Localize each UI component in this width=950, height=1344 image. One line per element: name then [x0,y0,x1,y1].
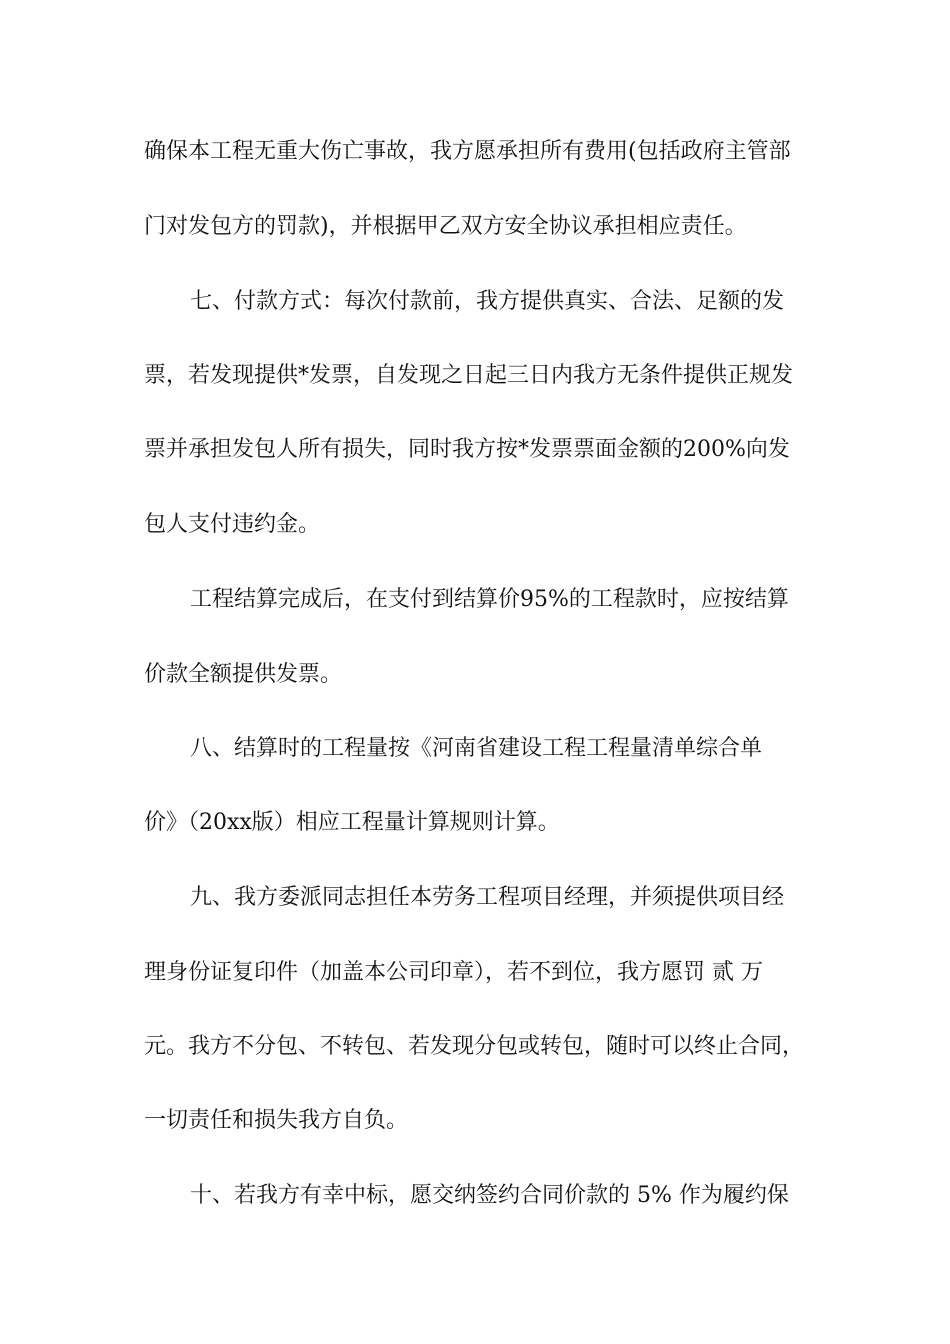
text-line: 价》（20xx版）相应工程量计算规则计算。 [144,810,560,835]
text-line: 九、我方委派同志担任本劳务工程项目经理，并须提供项目经 [190,885,785,910]
text-line: 门对发包方的罚款)，并根据甲乙双方安全协议承担相应责任。 [144,214,747,239]
text-line: 包人支付违约金。 [144,512,321,537]
text-line: 元。我方不分包、不转包、若发现分包或转包，随时可以终止合同， [144,1034,805,1059]
text-line: 一切责任和损失我方自负。 [144,1108,409,1133]
text-line: 十、若我方有幸中标，愿交纳签约合同价款的 5% 作为履约保 [190,1183,789,1208]
text-line: 票，若发现提供*发票，自发现之日起三日内我方无条件提供正规发 [144,363,794,388]
text-line: 理身份证复印件（加盖本公司印章），若不到位，我方愿罚 贰 万 [144,960,763,985]
text-line: 价款全额提供发票。 [144,662,343,687]
text-line: 七、付款方式：每次付款前，我方提供真实、合法、足额的发 [190,289,785,314]
text-line: 工程结算完成后，在支付到结算价95%的工程款时，应按结算 [190,587,789,612]
text-line: 八、结算时的工程量按《河南省建设工程工程量清单综合单 [190,736,763,761]
text-line: 确保本工程无重大伤亡事故，我方愿承担所有费用(包括政府主管部 [144,139,791,164]
text-line: 票并承担发包人所有损失，同时我方按*发票票面金额的200%向发 [144,437,790,462]
